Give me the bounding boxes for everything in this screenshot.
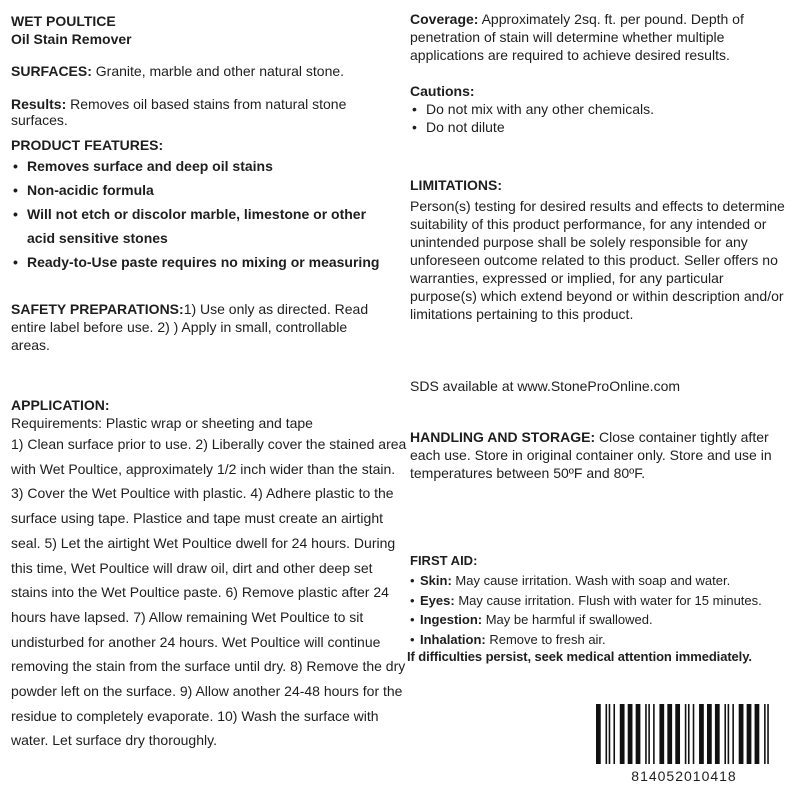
application-section (11, 396, 407, 753)
first-aid-item: • Inhalation: Remove to fresh air. (410, 630, 795, 650)
subtitle: Oil Stain Remover (11, 31, 132, 47)
surfaces-label: SURFACES: (11, 63, 92, 79)
barcode-bar (767, 704, 769, 764)
barcode-bar (764, 704, 766, 764)
feature-item: • Will not etch or discolor marble, limestone or other acid sensitive stones (11, 202, 401, 250)
barcode-bar (628, 704, 633, 764)
barcode-bar (724, 704, 726, 764)
handling-label: HANDLING AND STORAGE: (410, 429, 596, 445)
barcode-bar (747, 704, 752, 764)
feature-item: • Non-acidic formula (11, 178, 401, 202)
title: WET POULTICE (11, 13, 116, 29)
limitations-section (410, 176, 790, 323)
results-section (11, 96, 361, 128)
barcode-bar (620, 704, 625, 764)
application-requirements: Requirements: Plastic wrap or sheeting and tape (11, 415, 313, 431)
barcode-bar (636, 704, 641, 764)
coverage-text: Approximately 2sq. ft. per pound. Depth of penetration of stain will determine whether multiple applications are required to achieve desired results. (410, 11, 744, 63)
barcode-bar (707, 704, 712, 764)
first-aid-item: • Eyes: May cause irritation. Flush with water for 15 minutes. (410, 591, 795, 611)
barcode-bar (648, 704, 650, 764)
first-aid-heading: FIRST AID: (410, 553, 478, 568)
sds-note: SDS available at www.StoneProOnline.com (410, 378, 681, 394)
barcode (596, 704, 772, 764)
product-title (11, 12, 371, 48)
caution-item: • Do not dilute (410, 118, 790, 136)
barcode-bar (667, 704, 672, 764)
first-aid-section (410, 551, 795, 649)
barcode-bar (688, 704, 690, 764)
surfaces-text: Granite, marble and other natural stone. (91, 63, 345, 79)
barcode-number: 814052010418 (631, 768, 737, 784)
barcode-bar (645, 704, 647, 764)
application-steps: 1) Clean surface prior to use. 2) Liberally cover the stained area with Wet Poultice, approximately 1/2 inch wider than the stain. 3) Cover the Wet Poultice with plastic. 4) Adhere plastic to the surface using tape. Plastice and tape must create an airtight seal. 5) Let the airtight Wet Poultice dwell for 24 hours. During this time, Wet Poultice will draw oil, dirt and other deep set stains into the Wet Poultice paste. 6) Remove plastic after 24 hours have lapsed. 7) Allow remaining Wet Poultice to sit undisturbed for another 24 hours. Wet Poultice will continue removing the stain from the surface until dry. 8) Remove the dry powder left on the surface. 9) Allow another 24-48 hours for the residue to completely evaporate. 10) Wash the surface with water. Let surface dry thoroughly. (11, 436, 407, 749)
handling-text: Close container tightly after each use. Store in original container only. Store and use in temperatures between 50ºF and 80ºF. (410, 429, 772, 481)
cautions-heading: Cautions: (410, 83, 475, 99)
handling-section (410, 428, 790, 482)
barcode-bar (606, 704, 608, 764)
limitations-text: Person(s) testing for desired results and effects to determine suitability of this product performance, for any intended or unintended purpose shall be solely responsible for any unforeseen outcome related to this product. Seller offers no warranties, expressed or implied, for any particular purpose(s) which extend beyond or within description and/or limitations pertaining to this product. (410, 198, 785, 322)
safety-text: 1) Use only as directed. Read entire label before use. 2) ) Apply in small, controllable areas. (11, 301, 369, 353)
barcode-bar (739, 704, 744, 764)
features-heading: PRODUCT FEATURES: (11, 137, 164, 153)
limitations-heading: LIMITATIONS: (410, 177, 503, 193)
barcode-bar (728, 704, 730, 764)
safety-label: SAFETY PREPARATIONS: (11, 301, 184, 317)
first-aid-item: • Ingestion: May be harmful if swallowed. (410, 610, 795, 630)
barcode-bar (699, 704, 704, 764)
first-aid-warning: If difficulties persist, seek medical attention immediately. (407, 649, 752, 664)
barcode-bar (596, 704, 601, 764)
barcode-bar (613, 704, 615, 764)
feature-item: • Ready-to-Use paste requires no mixing or measuring (11, 250, 401, 274)
caution-item: • Do not mix with any other chemicals. (410, 100, 790, 118)
first-aid-item: • Skin: May cause irritation. Wash with soap and water. (410, 571, 795, 591)
first-aid-list (410, 571, 795, 649)
barcode-bar (659, 704, 664, 764)
barcode-bar (732, 704, 734, 764)
application-heading: APPLICATION: (11, 397, 110, 413)
barcode-bar (653, 704, 655, 764)
barcode-bar (675, 704, 680, 764)
cautions-list (410, 100, 790, 136)
coverage-label: Coverage: (410, 11, 479, 27)
surfaces-section (11, 62, 391, 80)
cautions-section (410, 82, 790, 136)
barcode-bar (693, 704, 695, 764)
barcode-bar (685, 704, 687, 764)
barcode-bar (609, 704, 611, 764)
features-section (11, 136, 401, 274)
barcode-bar (755, 704, 760, 764)
safety-section (11, 300, 383, 354)
features-list (11, 154, 401, 274)
barcode-bar (715, 704, 720, 764)
results-text: Removes oil based stains from natural stone surfaces. (11, 96, 347, 128)
coverage-section (410, 10, 790, 64)
results-label: Results: (11, 96, 67, 112)
feature-item: • Removes surface and deep oil stains (11, 154, 401, 178)
